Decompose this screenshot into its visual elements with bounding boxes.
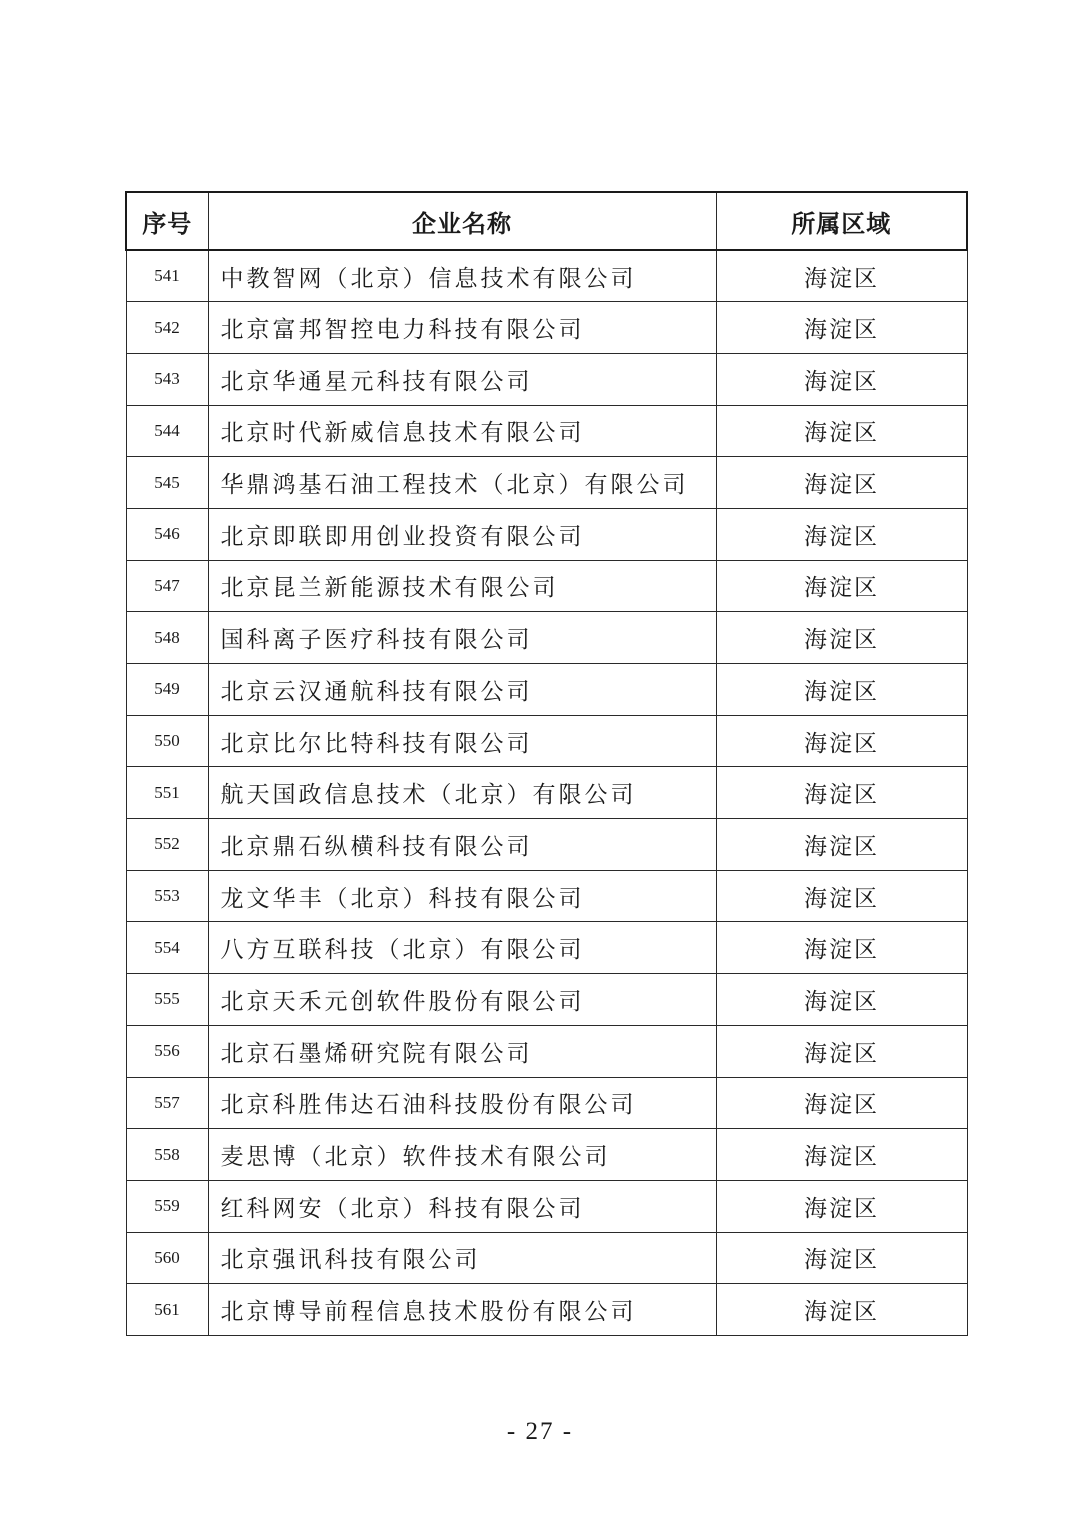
row-number: 554 [126,922,208,974]
table-row [126,1232,967,1284]
table-body [126,250,967,1335]
table-row [126,612,967,664]
row-number: 551 [126,767,208,819]
company-name: 北京华通星元科技有限公司 [208,353,716,405]
row-number: 543 [126,353,208,405]
district: 海淀区 [716,405,967,457]
row-number: 550 [126,715,208,767]
company-name: 北京富邦智控电力科技有限公司 [208,302,716,354]
table-row [126,302,967,354]
table-row [126,508,967,560]
company-name: 八方互联科技（北京）有限公司 [208,922,716,974]
row-number: 544 [126,405,208,457]
district: 海淀区 [716,1180,967,1232]
district: 海淀区 [716,767,967,819]
table-row [126,664,967,716]
company-name: 北京昆兰新能源技术有限公司 [208,560,716,612]
row-number: 555 [126,974,208,1026]
district: 海淀区 [716,870,967,922]
district: 海淀区 [716,1077,967,1129]
company-name: 北京云汉通航科技有限公司 [208,664,716,716]
table-row [126,1180,967,1232]
table-row [126,1077,967,1129]
row-number: 559 [126,1180,208,1232]
company-name: 中教智网（北京）信息技术有限公司 [208,250,716,302]
district: 海淀区 [716,922,967,974]
company-name: 北京天禾元创软件股份有限公司 [208,974,716,1026]
table-row [126,457,967,509]
company-name: 北京比尔比特科技有限公司 [208,715,716,767]
district: 海淀区 [716,353,967,405]
district: 海淀区 [716,1025,967,1077]
company-name: 华鼎鸿基石油工程技术（北京）有限公司 [208,457,716,509]
table-row [126,819,967,871]
company-name: 北京科胜伟达石油科技股份有限公司 [208,1077,716,1129]
table-row [126,715,967,767]
district: 海淀区 [716,508,967,560]
company-name: 北京石墨烯研究院有限公司 [208,1025,716,1077]
district: 海淀区 [716,560,967,612]
district: 海淀区 [716,250,967,302]
table-row [126,353,967,405]
table-header-row [126,192,967,250]
table-row [126,1025,967,1077]
page-number: - 27 - [506,1418,574,1445]
row-number: 548 [126,612,208,664]
table-row [126,767,967,819]
district: 海淀区 [716,715,967,767]
district: 海淀区 [716,302,967,354]
table-row [126,974,967,1026]
table-row [126,405,967,457]
company-name: 红科网安（北京）科技有限公司 [208,1180,716,1232]
header-company-name: 企业名称 [208,192,716,250]
row-number: 542 [126,302,208,354]
row-number: 558 [126,1129,208,1181]
table-row [126,250,967,302]
company-table [125,191,968,1336]
district: 海淀区 [716,1232,967,1284]
district: 海淀区 [716,974,967,1026]
table-row [126,1129,967,1181]
district: 海淀区 [716,457,967,509]
company-name: 北京博导前程信息技术股份有限公司 [208,1284,716,1336]
row-number: 553 [126,870,208,922]
row-number: 547 [126,560,208,612]
header-number: 序号 [126,192,208,250]
row-number: 549 [126,664,208,716]
table-row [126,922,967,974]
table-row [126,560,967,612]
row-number: 545 [126,457,208,509]
company-name: 北京强讯科技有限公司 [208,1232,716,1284]
table-row [126,1284,967,1336]
table-row [126,870,967,922]
company-name: 北京即联即用创业投资有限公司 [208,508,716,560]
company-name: 龙文华丰（北京）科技有限公司 [208,870,716,922]
row-number: 560 [126,1232,208,1284]
company-name: 国科离子医疗科技有限公司 [208,612,716,664]
district: 海淀区 [716,664,967,716]
row-number: 546 [126,508,208,560]
company-name: 北京鼎石纵横科技有限公司 [208,819,716,871]
row-number: 541 [126,250,208,302]
row-number: 557 [126,1077,208,1129]
row-number: 556 [126,1025,208,1077]
district: 海淀区 [716,612,967,664]
district: 海淀区 [716,1284,967,1336]
row-number: 552 [126,819,208,871]
company-name: 航天国政信息技术（北京）有限公司 [208,767,716,819]
header-district: 所属区域 [716,192,967,250]
company-name: 麦思博（北京）软件技术有限公司 [208,1129,716,1181]
district: 海淀区 [716,819,967,871]
district: 海淀区 [716,1129,967,1181]
row-number: 561 [126,1284,208,1336]
company-name: 北京时代新威信息技术有限公司 [208,405,716,457]
